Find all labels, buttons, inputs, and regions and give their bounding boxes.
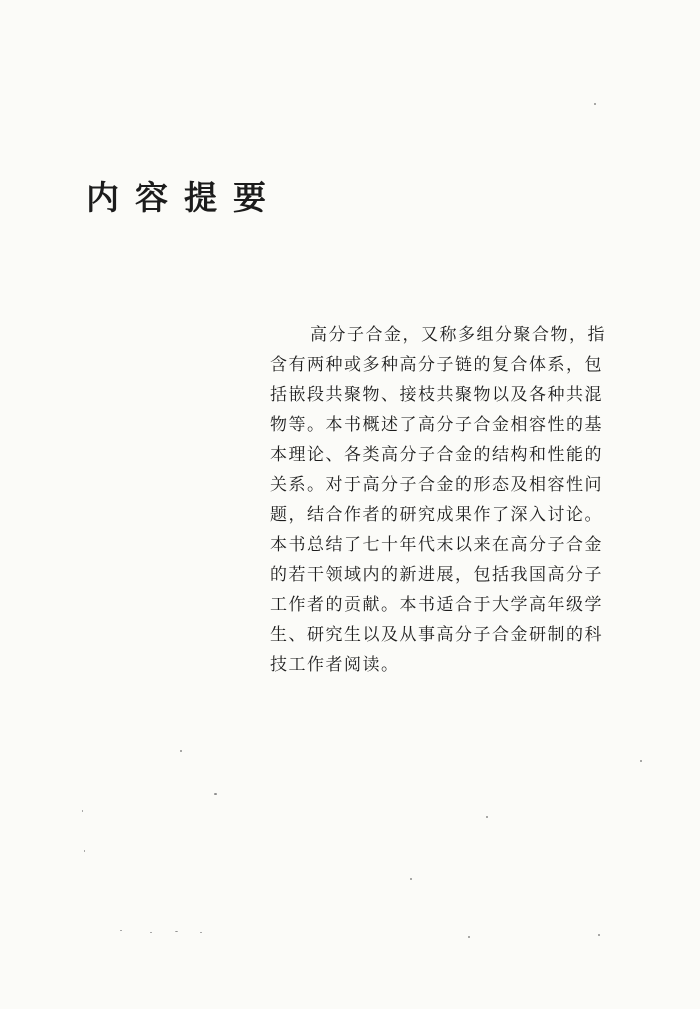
summary-line: 括嵌段共聚物、接枝共聚物以及各种共混 <box>270 385 603 405</box>
summary-line: 生、研究生以及从事高分子合金研制的科 <box>270 625 603 645</box>
summary-line: 含有两种或多种高分子链的复合体系，包 <box>270 355 603 375</box>
scan-speck <box>486 816 488 818</box>
summary-line: 物等。本书概述了高分子合金相容性的基 <box>270 415 603 435</box>
scan-speck <box>175 931 178 932</box>
scan-speck <box>598 934 600 936</box>
scan-speck <box>84 850 85 852</box>
summary-line: 工作者的贡献。本书适合于大学高年级学 <box>270 595 603 615</box>
scan-speck <box>468 936 470 938</box>
scan-speck <box>180 750 182 752</box>
summary-line: 本书总结了七十年代末以来在高分子合金 <box>270 535 603 555</box>
scan-speck <box>594 103 596 105</box>
title-char: 要 <box>233 178 266 217</box>
title-char: 内 <box>86 178 119 217</box>
summary-line: 的若干领域内的新进展，包括我国高分子 <box>270 565 603 585</box>
summary-line: 题，结合作者的研究成果作了深入讨论。 <box>270 505 603 525</box>
scan-speck <box>200 932 202 933</box>
summary-paragraph <box>270 320 610 680</box>
title-char: 容 <box>135 178 168 217</box>
title-char: 提 <box>184 178 217 217</box>
summary-line: 技工作者阅读。 <box>270 655 400 675</box>
summary-line: 本理论、各类高分子合金的结构和性能的 <box>270 445 603 465</box>
scan-speck <box>640 760 642 762</box>
scan-speck <box>82 810 83 812</box>
scan-speck <box>120 930 122 931</box>
scan-speck <box>410 878 412 880</box>
scan-speck <box>150 932 152 933</box>
page-title <box>86 176 286 220</box>
scan-speck <box>214 793 217 795</box>
summary-line: 高分子合金，又称多组分聚合物，指 <box>310 325 606 345</box>
summary-line: 关系。对于高分子合金的形态及相容性问 <box>270 475 603 495</box>
